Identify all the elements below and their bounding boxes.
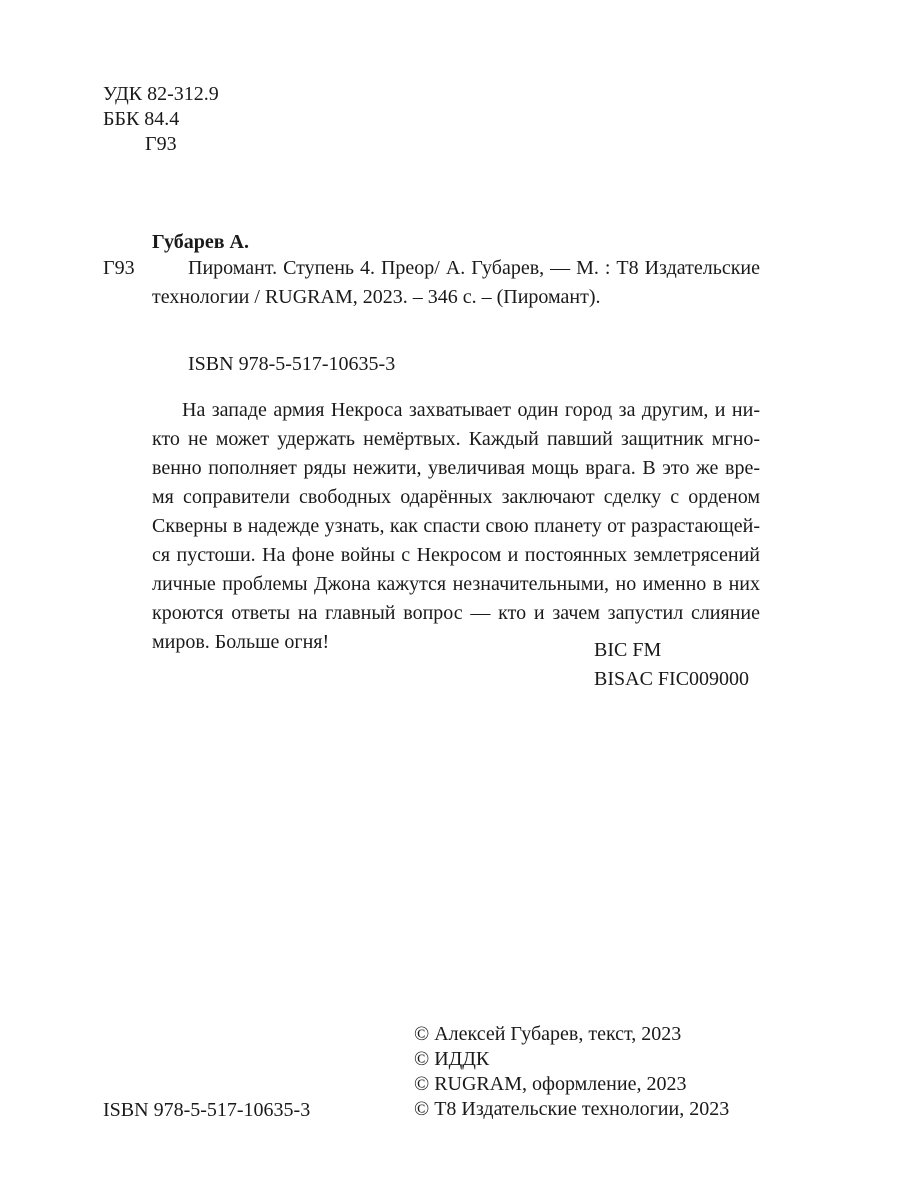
bibliographic-record <box>152 254 760 312</box>
subject-codes <box>594 636 749 694</box>
classification-codes <box>103 82 219 157</box>
copyright-line: © RUGRAM, оформление, 2023 <box>414 1073 687 1095</box>
udk-code: УДК 82-312.9 <box>103 83 219 105</box>
bib-record-line-1: Пиромант. Ступень 4. Преор/ А. Губарев, — М. : Т8 Издательские <box>188 257 760 279</box>
annotation-line: ся пустоши. На фоне войны с Некросом и постоянных землетрясений <box>152 544 760 566</box>
isbn-bottom: ISBN 978-5-517-10635-3 <box>103 1099 311 1121</box>
copyright-line: © Т8 Издательские технологии, 2023 <box>414 1098 730 1120</box>
annotation-line: Скверны в надежде узнать, как спасти свою планету от разрастающей- <box>152 515 760 537</box>
annotation-line: венно пополняет ряды нежити, увеличивая мощь врага. В это же вре- <box>152 457 760 479</box>
annotation-line: миров. Больше огня! <box>152 631 330 653</box>
copyright-block <box>414 1022 729 1122</box>
bbk-code: ББК 84.4 <box>103 108 180 130</box>
copyright-line: © Алексей Губарев, текст, 2023 <box>414 1023 682 1045</box>
annotation-line: личные проблемы Джона кажутся незначительными, но именно в них <box>152 573 760 595</box>
bisac-code: BISAC FIC009000 <box>594 668 750 690</box>
author-mark-code: Г93 <box>145 133 177 155</box>
bic-code: BIC FM <box>594 639 662 661</box>
annotation-line: кто не может удержать немёртвых. Каждый павший защитник мгно- <box>152 428 760 450</box>
author-mark: Г93 <box>103 257 135 279</box>
annotation-line: кроются ответы на главный вопрос — кто и зачем запустил слияние <box>152 602 760 624</box>
annotation-line: На западе армия Некроса захватывает один город за другим, и ни- <box>182 399 760 421</box>
author-name: Губарев А. <box>152 231 249 253</box>
annotation <box>152 396 760 657</box>
annotation-line: мя соправители свободных одарённых заключают сделку с орденом <box>152 486 760 508</box>
bib-record-line-2: технологии / RUGRAM, 2023. – 346 с. – (Пиромант). <box>152 286 601 308</box>
isbn-top: ISBN 978-5-517-10635-3 <box>188 353 396 375</box>
copyright-line: © ИДДК <box>414 1048 490 1070</box>
